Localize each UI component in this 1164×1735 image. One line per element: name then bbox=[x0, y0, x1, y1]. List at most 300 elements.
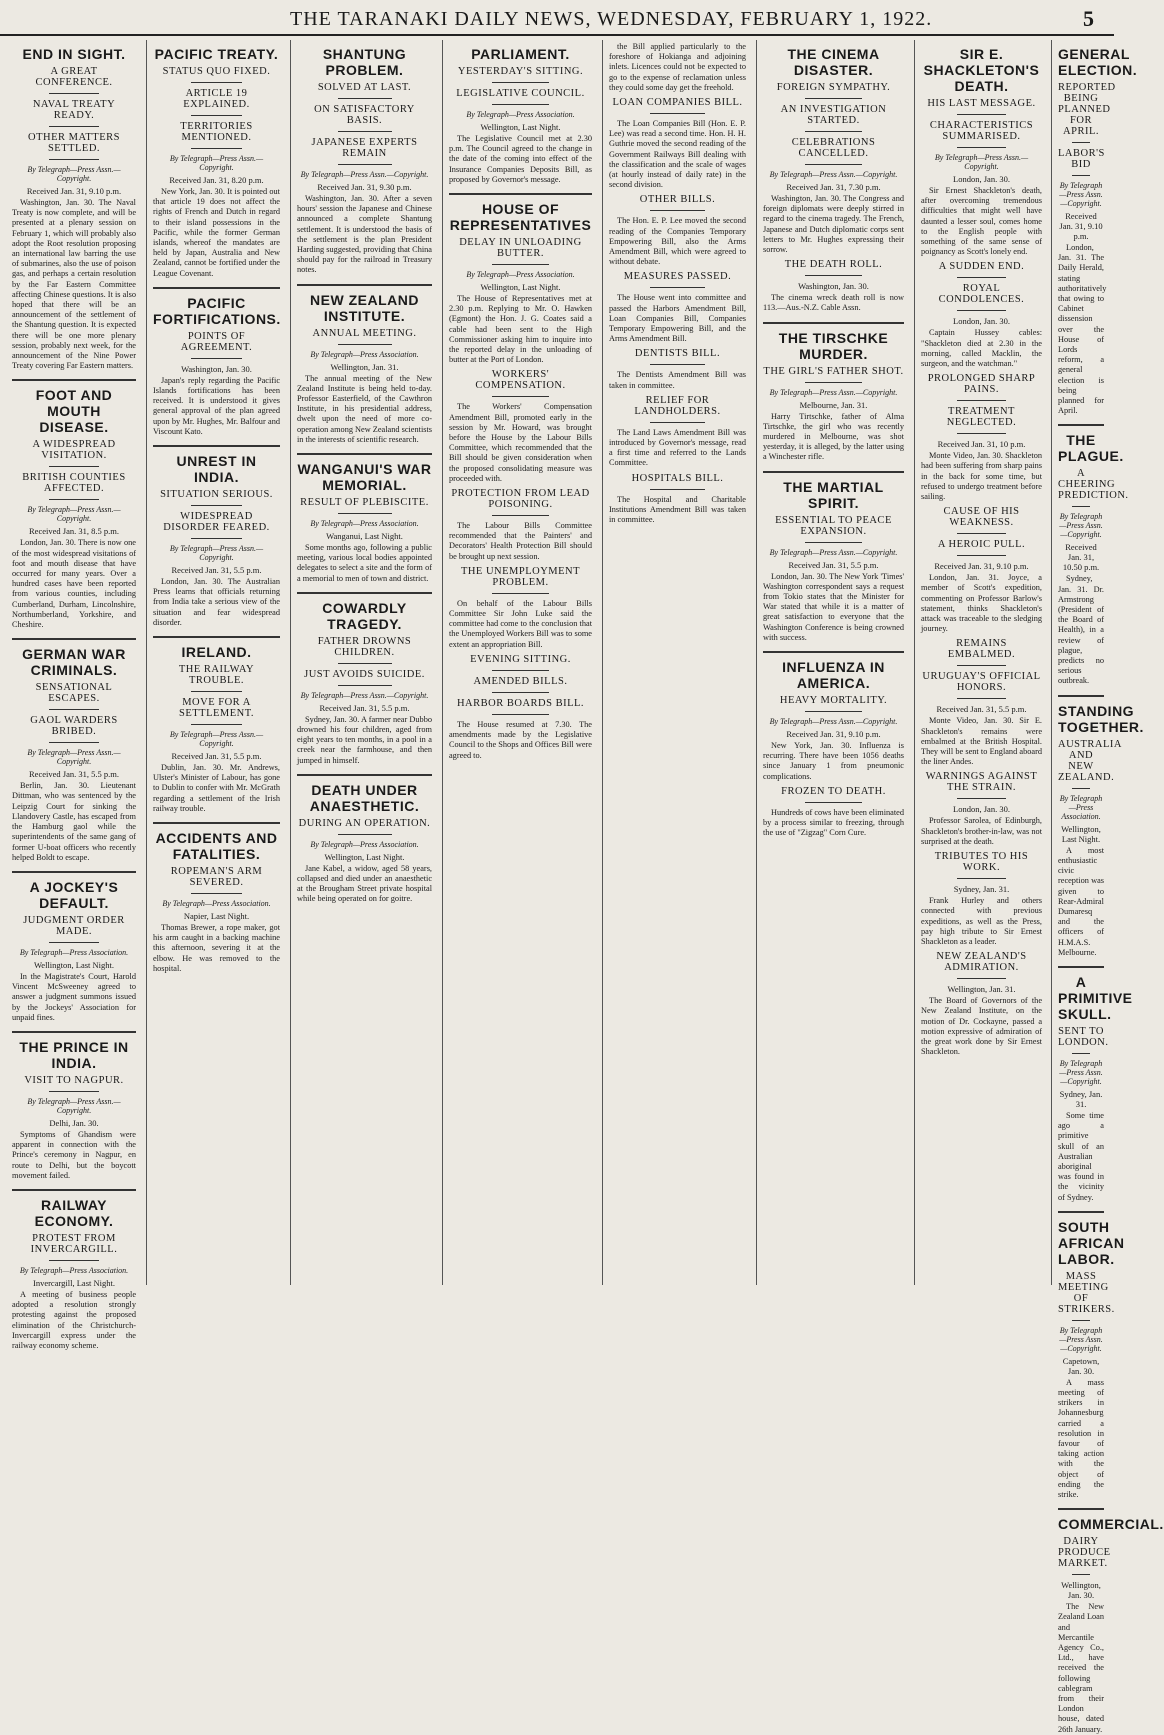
subheading-rule bbox=[1072, 1320, 1090, 1321]
article-subheading: THE DEATH ROLL. bbox=[784, 259, 883, 271]
article-body: A most enthusiastic civic reception was given to Rear-Admiral Dumaresq and the officers of H.M.A.S. Melbourne. bbox=[1058, 845, 1104, 957]
article-dateline: Capetown, Jan. 30. bbox=[1062, 1355, 1100, 1376]
article-dateline: Received Jan. 31, 9.10 p.m. bbox=[934, 561, 1029, 572]
article bbox=[609, 42, 746, 93]
subheading-rule bbox=[49, 159, 99, 160]
article-body: The Workers' Compensation Amendment Bill, promoted early in the session by Mr. Howard, was brought before the House by the Labour Bills Committee, which recommended that the Bill should be given consideration when the proposed consolidating measure was proceeded with. bbox=[449, 402, 592, 483]
article-dateline: Received Jan. 31, 5.5 p.m. bbox=[936, 704, 1027, 715]
subheading-rule bbox=[1072, 1574, 1090, 1575]
article-headline: PACIFIC TREATY. bbox=[154, 46, 279, 62]
subheading-rule bbox=[1072, 1053, 1090, 1054]
article-body: Some time ago a primitive skull of an Australian aboriginal was found in the vicinity of Sydney. bbox=[1058, 1110, 1104, 1202]
subheading-rule bbox=[957, 878, 1005, 879]
article-subheading: RELIEF FOR LANDHOLDERS. bbox=[634, 394, 721, 417]
article-body: A mass meeting of strikers in Johannesburg carried a resolution in favour of taking action with the object of ending the strike. bbox=[1058, 1377, 1104, 1499]
subheading-rule bbox=[338, 131, 392, 132]
article-separator bbox=[12, 1189, 136, 1191]
article-body: The Legislative Council met at 2.30 p.m. The Council agreed to the change in the date of the coming into effect of the Insurance Companies Deposits Bill, as proposed by Governor's message. bbox=[449, 134, 592, 184]
subheading-rule bbox=[650, 287, 705, 288]
article-byline: By Telegraph—Press Assn.—Copyright. bbox=[169, 730, 264, 749]
column bbox=[602, 40, 752, 1285]
article-subheading: A HEROIC PULL. bbox=[937, 539, 1026, 551]
article-subheading: ANNUAL MEETING. bbox=[312, 327, 417, 339]
column bbox=[756, 40, 910, 1285]
article-dateline: Received Jan. 31, 5.5 p.m. bbox=[171, 565, 262, 576]
subheading-rule bbox=[49, 1091, 99, 1092]
article-separator bbox=[153, 822, 280, 824]
article-subheading: ROPEMAN'S ARM SEVERED. bbox=[170, 866, 263, 889]
article-subheading: THE GIRL'S FATHER SHOT. bbox=[763, 365, 904, 377]
subheading-rule bbox=[338, 834, 392, 835]
subheading-rule bbox=[191, 115, 242, 116]
article bbox=[297, 46, 432, 276]
article-body: A meeting of business people adopted a resolution strongly protesting against the proposed elimination of the Christchurch-Invercargill express under the railway economy scheme. bbox=[12, 1289, 136, 1350]
article-subheading: FATHER DROWNS CHILDREN. bbox=[317, 635, 412, 658]
subheading-rule bbox=[191, 893, 242, 894]
subheading-rule bbox=[957, 400, 1005, 401]
subheading-rule bbox=[191, 358, 242, 359]
article-subheading: NAVAL TREATY READY. bbox=[32, 99, 116, 121]
article-body: The Labour Bills Committee recommended that the Painters' and Decorators' Health Protection Bill should be brought up next session. bbox=[449, 521, 592, 561]
article-body: Japan's reply regarding the Pacific Islands fortifications has been received. It is understood it gives general approval of the plan agreed upon by Mr. Hughes, Mr. Balfour and Viscount Kato. bbox=[153, 375, 280, 436]
article-headline: NEW ZEALAND INSTITUTE. bbox=[310, 291, 419, 324]
article-separator bbox=[763, 651, 904, 653]
article bbox=[449, 566, 592, 650]
article-byline: By Telegraph—Press Association. bbox=[19, 1265, 129, 1275]
article-body: New York, Jan. 30. It is pointed out that article 19 does not affect the rights of French and Dutch in regard to their island possessions in the Pacific, while the former German islands, whereof the mandates are held by Japan, Australia and New Zealand, cannot be fortified under the League Covenant. bbox=[153, 187, 280, 278]
article-dateline: Melbourne, Jan. 31. bbox=[799, 399, 868, 410]
article-subheading: A SUDDEN END. bbox=[938, 261, 1025, 273]
article-headline: PARLIAMENT. bbox=[471, 46, 570, 62]
article-body: Washington, Jan. 30. After a seven hours' session the Japanese and Chinese announced a complete Shantung settlement. It is understood the basis of the settlement is the plan President Harding suggested, providing that China should pay for the railroad in Treasury notes. bbox=[297, 194, 432, 275]
article-dateline: Received Jan. 31, 8.5 p.m. bbox=[29, 526, 119, 537]
article-dateline: London, Jan. 30. bbox=[953, 804, 1010, 815]
article-body: Sydney, Jan. 30. A farmer near Dubbo drowned his four children, aged from eight years to ten months, in a pool in a creek near the farmhouse, and then jumped in himself. bbox=[297, 714, 432, 765]
article-body: Hundreds of cows have been eliminated by a process similar to freezing, through the use of "Zigzag" Corn Cure. bbox=[763, 807, 904, 838]
article-byline: By Telegraph—Press Association. bbox=[19, 947, 129, 957]
subheading-rule bbox=[49, 1260, 99, 1261]
article-headline: GENERAL ELECTION. bbox=[1058, 46, 1138, 78]
subheading-rule bbox=[650, 364, 705, 365]
article-headline: STANDING TOGETHER. bbox=[1058, 702, 1144, 735]
article-byline: By Telegraph—Press Association. bbox=[466, 110, 575, 119]
article-headline: SOUTH AFRICAN LABOR. bbox=[1058, 1218, 1125, 1267]
subheading-rule bbox=[338, 98, 392, 99]
article-body: The House went into committee and passed the Harbors Amendment Bill, Loan Companies Bill, Companies Temporary Empowering Bill, and the Arms Amendment Bill. bbox=[609, 293, 746, 344]
article-body: Professor Sarolea, of Edinburgh, Shackleton's brother-in-law, was not surprised at the death. bbox=[921, 816, 1042, 846]
subheading-rule bbox=[49, 709, 99, 710]
subheading-rule bbox=[957, 698, 1005, 699]
subheading-rule bbox=[492, 104, 549, 105]
subheading-rule bbox=[492, 264, 549, 265]
subheading-rule bbox=[1072, 788, 1090, 789]
article-body: Dublin, Jan. 30. Mr. Andrews, Ulster's Minister of Labour, has gone to Dublin to confer with Mr. McGrath regarding a settlement of the Irish railway trouble. bbox=[153, 763, 280, 813]
article-dateline: Received Jan. 31, 5.5 p.m. bbox=[319, 702, 410, 713]
column bbox=[914, 40, 1048, 1285]
subheading-rule bbox=[650, 489, 705, 490]
article-dateline: Napier, Last Night. bbox=[183, 911, 250, 922]
subheading-rule bbox=[650, 210, 705, 211]
article-body: In the Magistrate's Court, Harold Vincent McSweeney agreed to answer a judgment summons issued by the Jockeys' Association for unpaid fines. bbox=[12, 971, 136, 1022]
article-byline: By Telegraph—Press Assn.—Copyright. bbox=[1059, 1058, 1103, 1086]
article-subheading: NEW ZEALAND'S ADMIRATION. bbox=[936, 951, 1027, 974]
subheading-rule bbox=[957, 277, 1005, 278]
article-body: The House resumed at 7.30. The amendments made by the Legislative Council to the Shops and Offices Bill were agreed to. bbox=[449, 719, 592, 760]
article-body: Thomas Brewer, a rope maker, got his arm caught in a backing machine this afternoon, severing it at the elbow. He was removed to the hospital. bbox=[153, 923, 280, 973]
subheading-rule bbox=[1072, 142, 1090, 143]
article-subheading: OTHER BILLS. bbox=[639, 194, 716, 206]
article-subheading: BRITISH COUNTIES AFFECTED. bbox=[22, 472, 126, 495]
article-subheading: AN INVESTIGATION STARTED. bbox=[780, 104, 887, 126]
article-subheading: ARTICLE 19 EXPLAINED. bbox=[183, 88, 250, 110]
subheading-rule bbox=[191, 505, 242, 506]
article bbox=[763, 259, 904, 313]
article bbox=[1058, 424, 1129, 686]
column bbox=[6, 40, 142, 1350]
subheading-rule bbox=[957, 978, 1005, 979]
subheading-rule bbox=[805, 711, 861, 712]
article-byline: By Telegraph—Press Assn.—Copyright. bbox=[27, 1096, 121, 1115]
article bbox=[12, 379, 136, 630]
article-body: Jane Kabel, a widow, aged 58 years, collapsed and died under an anaesthetic at the Brougham Street private hospital while being operated on for goitre. bbox=[297, 863, 432, 904]
article-subheading: MOVE FOR A SETTLEMENT. bbox=[178, 697, 254, 720]
article-subheading: SENSATIONAL ESCAPES. bbox=[35, 682, 113, 705]
article-subheading: DAIRY PRODUCE MARKET. bbox=[1058, 1536, 1111, 1570]
article-subheading: AMENDED BILLS. bbox=[473, 675, 568, 687]
article-subheading: AUSTRALIA AND NEW ZEALAND. bbox=[1058, 738, 1122, 783]
article-headline: THE CINEMA DISASTER. bbox=[787, 46, 880, 78]
article-subheading: CELEBRATIONS CANCELLED. bbox=[791, 137, 876, 159]
subheading-rule bbox=[338, 663, 392, 664]
article-separator bbox=[12, 379, 136, 381]
subheading-rule bbox=[492, 396, 549, 397]
article-subheading: VISIT TO NAGPUR. bbox=[24, 1074, 124, 1086]
article-subheading: EVENING SITTING. bbox=[470, 653, 571, 665]
article-separator bbox=[1058, 695, 1104, 697]
subheading-rule bbox=[957, 433, 1005, 434]
subheading-rule bbox=[650, 113, 705, 114]
article bbox=[921, 851, 1042, 947]
article-subheading: TERRITORIES MENTIONED. bbox=[180, 121, 253, 143]
article-separator bbox=[449, 193, 592, 195]
article-subheading: THE UNEMPLOYMENT PROBLEM. bbox=[460, 565, 581, 588]
article-body: Monte Video, Jan. 30. Shackleton had been suffering from sharp pains in the back for some time, but refused to undergo treatment before sailing. bbox=[921, 451, 1042, 502]
article bbox=[921, 46, 1042, 257]
article bbox=[449, 369, 592, 484]
article bbox=[1058, 695, 1144, 958]
article-dateline: Sydney, Jan. 31. bbox=[953, 884, 1010, 895]
article-byline: By Telegraph—Press Association. bbox=[1059, 793, 1103, 821]
article-body: On behalf of the Labour Bills Committee Sir John Luke said the committee had come to the conclusion that the Unemployed Workers Bill was to some extent an appropriation Bill. bbox=[449, 598, 592, 649]
article bbox=[609, 97, 746, 190]
article-subheading: REMAINS EMBALMED. bbox=[947, 638, 1016, 661]
article bbox=[297, 592, 432, 766]
article-body: London, Jan. 30. There is now one of the most widespread visitations of foot and mouth disease that have occurred for many years. Over a hundred cases have been reported from various counties, including Cumberland, Durham, Lincolnshire, Northumberland, Yorkshire, and Cheshire. bbox=[12, 538, 136, 630]
article-byline: By Telegraph—Press Association. bbox=[310, 519, 419, 529]
article-subheading: GAOL WARDERS BRIBED. bbox=[30, 715, 118, 738]
article-headline: FOOT AND MOUTH DISEASE. bbox=[35, 387, 113, 436]
article-subheading: JUDGMENT ORDER MADE. bbox=[23, 914, 125, 937]
subheading-rule bbox=[650, 422, 705, 423]
article-body: London, Jan. 30. The Australian Press learns that officials returning from India take a serious view of the situation and fear widespread disorder. bbox=[153, 577, 280, 627]
article-separator bbox=[153, 636, 280, 638]
article bbox=[921, 771, 1042, 847]
article bbox=[763, 786, 904, 839]
article-subheading: WIDESPREAD DISORDER FEARED. bbox=[163, 511, 270, 534]
article-subheading: URUGUAY'S OFFICIAL HONORS. bbox=[922, 671, 1041, 694]
subheading-rule bbox=[957, 555, 1005, 556]
article-dateline: Washington, Jan. 30. bbox=[181, 363, 252, 374]
article-byline: By Telegraph—Press Association. bbox=[162, 899, 271, 909]
article bbox=[609, 271, 746, 344]
article-dateline: London, Jan. 30. bbox=[953, 316, 1010, 327]
article-subheading: A WIDESPREAD VISITATION. bbox=[32, 439, 116, 462]
article-subheading: FOREIGN SYMPATHY. bbox=[776, 82, 891, 93]
subheading-rule bbox=[957, 798, 1005, 799]
article-body: The Loan Companies Bill (Hon. E. P. Lee) was read a second time. Hon. H. H. Guthrie moved the second reading of the Government Railways Bill dealing with the classification and the scale of wages (at hourly instead of daily rate) in the second division. bbox=[609, 119, 746, 190]
article-subheading: TREATMENT NEGLECTED. bbox=[946, 406, 1017, 429]
article-separator bbox=[153, 445, 280, 447]
article-headline: END IN SIGHT. bbox=[22, 46, 126, 62]
article-byline: By Telegraph—Press Assn.—Copyright. bbox=[300, 170, 429, 179]
article-body: The Dentists Amendment Bill was taken in committee. bbox=[609, 370, 746, 390]
article-byline: By Telegraph—Press Assn.—Copyright. bbox=[769, 387, 898, 397]
article-separator bbox=[1058, 1508, 1104, 1510]
article-body: London, Jan. 31. Joyce, a member of Scott's expedition, commenting on Professor Barlow's statement, thinks Shackleton's attack was traceable to the sledging journey. bbox=[921, 573, 1042, 634]
column bbox=[1051, 40, 1164, 1734]
article-dateline: Received Jan. 31, 9.10 p.m. bbox=[786, 729, 881, 740]
article-subheading: A GREAT CONFERENCE. bbox=[35, 66, 113, 88]
subheading-rule bbox=[49, 126, 99, 127]
article-body: The Hospital and Charitable Institutions Amendment Bill was taken in committee. bbox=[609, 494, 746, 525]
article-body: The New Zealand Loan and Mercantile Agency Co., Ltd., have received the following cablegram from their London house, dated 26th January. bbox=[1058, 1602, 1104, 1734]
column bbox=[290, 40, 438, 1285]
article-headline: HOUSE OF REPRESENTATIVES bbox=[449, 201, 592, 234]
masthead-title: THE TARANAKI DAILY NEWS, WEDNESDAY, FEBRUARY 1, 1922. bbox=[290, 8, 933, 30]
article-dateline: Wellington, Last Night. bbox=[324, 851, 405, 862]
article-body: The Land Laws Amendment Bill was introduced by Governor's message, read a first time and referred to the Lands Committee. bbox=[609, 427, 746, 468]
article bbox=[1058, 1508, 1164, 1735]
article-dateline: Wellington, Last Night. bbox=[480, 122, 561, 132]
article-byline: By Telegraph—Press Association. bbox=[466, 270, 575, 280]
article-dateline: Wellington, Jan. 30. bbox=[1061, 1580, 1101, 1601]
article-byline: By Telegraph—Press Assn.—Copyright. bbox=[27, 748, 121, 767]
article-dateline: Wellington, Jan. 31. bbox=[330, 361, 399, 372]
article-separator bbox=[12, 871, 136, 873]
article-separator bbox=[297, 774, 432, 776]
subheading-rule bbox=[957, 147, 1005, 148]
article bbox=[1058, 1211, 1125, 1500]
subheading-rule bbox=[338, 344, 392, 345]
subheading-rule bbox=[49, 942, 99, 943]
subheading-rule bbox=[49, 93, 99, 94]
article bbox=[12, 46, 136, 371]
article-separator bbox=[297, 453, 432, 455]
article-subheading: MASS MEETING OF STRIKERS. bbox=[1058, 1270, 1115, 1315]
article-dateline: Wellington, Last Night. bbox=[1061, 823, 1101, 844]
article bbox=[763, 471, 904, 643]
subheading-rule bbox=[338, 685, 392, 686]
article-subheading: CAUSE OF HIS WEAKNESS. bbox=[943, 506, 1020, 529]
article-body: Frank Hurley and others connected with previous expeditions, as well as the Press, pay high tribute to Sir Ernest Shackleton as a leader. bbox=[921, 896, 1042, 946]
article-headline: THE MARTIAL SPIRIT. bbox=[783, 478, 884, 511]
article-headline: PACIFIC FORTIFICATIONS. bbox=[153, 294, 281, 327]
article-dateline: Wellington, Jan. 31. bbox=[947, 984, 1016, 995]
article bbox=[297, 774, 432, 905]
article-separator bbox=[297, 592, 432, 594]
article-byline: By Telegraph—Press Assn.—Copyright. bbox=[27, 505, 121, 524]
subheading-rule bbox=[805, 98, 861, 99]
article bbox=[763, 322, 904, 463]
article-subheading: WARNINGS AGAINST THE STRAIN. bbox=[925, 771, 1038, 794]
article-subheading: SENT TO LONDON. bbox=[1058, 1025, 1109, 1048]
article-subheading: WORKERS' COMPENSATION. bbox=[475, 369, 566, 392]
subheading-rule bbox=[49, 742, 99, 743]
page-number: 5 bbox=[1083, 6, 1094, 31]
article-headline: THE TIRSCHKE MURDER. bbox=[778, 329, 889, 362]
article-body: Monte Video, Jan. 30. Sir E. Shackleton's remains were embalmed at the British Hospital. They will be sent to England aboard the liner Andes. bbox=[921, 716, 1042, 767]
article bbox=[153, 287, 280, 437]
article-byline: By Telegraph—Press Assn.—Copyright. bbox=[769, 170, 898, 179]
article bbox=[153, 46, 280, 279]
article-separator bbox=[1058, 424, 1104, 426]
article-body: Captain Hussey cables: "Shackleton died at 2.30 in the morning, called Macklin, the surgeon, and the watchman." bbox=[921, 328, 1042, 369]
article-dateline: Wellington, Last Night. bbox=[480, 282, 561, 293]
article-byline: By Telegraph—Press Assn.—Copyright. bbox=[1059, 512, 1103, 540]
subheading-rule bbox=[492, 82, 549, 83]
article bbox=[153, 822, 280, 974]
article-subheading: HEAVY MORTALITY. bbox=[779, 695, 888, 707]
article-body: Washington, Jan. 30. The Congress and foreign diplomats were deeply stirred in regard to the cinema tragedy. The French, Japanese and Dutch diplomatic corps sent letters to Mr. Hughes expressing their sorrow. bbox=[763, 194, 904, 255]
subheading-rule bbox=[1072, 175, 1090, 176]
article-subheading: JUST AVOIDS SUICIDE. bbox=[304, 668, 425, 680]
article-subheading: PROLONGED SHARP PAINS. bbox=[927, 373, 1036, 396]
subheading-rule bbox=[191, 691, 242, 692]
article-body: London, Jan. 30. The New York 'Times' Washington correspondent says a request from Tokio states that the Minister for War stated that while it is a matter of great satisfaction to everyone that the Washington Conference is being crowned with success. bbox=[763, 571, 904, 642]
article-subheading: DENTISTS BILL. bbox=[634, 348, 721, 360]
article bbox=[297, 453, 432, 584]
article-byline: By Telegraph—Press Assn.—Copyright. bbox=[769, 717, 898, 727]
article bbox=[921, 373, 1042, 502]
subheading-rule bbox=[805, 131, 861, 132]
article-body: Berlin, Jan. 30. Lieutenant Dittman, who was sentenced by the Leipzig Court for sinking the Llandovery Castle, has escaped from the Hamburg gaol while the superintendents of the same gang of former U-boat officers who recently helped Boldt to escape. bbox=[12, 781, 136, 862]
article-separator bbox=[297, 284, 432, 286]
column bbox=[146, 40, 286, 1285]
article bbox=[12, 1031, 136, 1181]
subheading-rule bbox=[805, 275, 861, 276]
article bbox=[153, 636, 280, 814]
article-headline: GERMAN WAR CRIMINALS. bbox=[22, 646, 126, 679]
subheading-rule bbox=[1072, 506, 1090, 507]
masthead bbox=[0, 4, 1114, 36]
article-subheading: ROYAL CONDOLENCES. bbox=[938, 283, 1025, 306]
article-headline: UNREST IN INDIA. bbox=[176, 453, 257, 486]
article bbox=[609, 194, 746, 267]
article bbox=[609, 395, 746, 469]
subheading-rule bbox=[492, 714, 549, 715]
article-dateline: London, Jan. 30. bbox=[953, 174, 1010, 184]
article-headline: IRELAND. bbox=[181, 644, 252, 661]
article-body: Harry Tirtschke, father of Alma Tirtschke, the girl who was recently murdered in Melbourne, was shot yesterday, it is alleged, by the latter using a Winchester rifle. bbox=[763, 411, 904, 462]
article-subheading: ON SATISFACTORY BASIS. bbox=[314, 104, 415, 126]
article bbox=[921, 951, 1042, 1057]
article-dateline: Received Jan. 31, 5.5 p.m. bbox=[788, 559, 879, 570]
article-dateline: Sydney, Jan. 31. bbox=[1059, 1088, 1103, 1109]
article-dateline: Delhi, Jan. 30. bbox=[49, 1117, 99, 1128]
article-subheading: RESULT OF PLEBISCITE. bbox=[300, 497, 429, 509]
article-dateline: Received Jan. 31, 9.30 p.m. bbox=[317, 182, 412, 192]
article-dateline: Received Jan. 31, 10 p.m. bbox=[937, 439, 1026, 450]
article-body: The annual meeting of the New Zealand Institute is being held to-day. Professor Easterfield, of the Cawthron Institute, in his presidential address, dwelt upon the need of more co-operation among New Zealand scientists in the interests of scientific research. bbox=[297, 373, 433, 444]
article-byline: By Telegraph—Press Assn.—Copyright. bbox=[300, 690, 429, 700]
article-dateline: Received Jan. 31, 10.50 p.m. bbox=[1062, 542, 1100, 573]
article bbox=[449, 46, 592, 185]
article-body: Washington, Jan. 30. The Naval Treaty is now complete, and will be presented at a plenary session on February 1, which will probably also adopt the Root resolution proposing an international law barring the use of submarines, also the use of poison gas, and perhaps a certain resolution by the Far Eastern Committee affecting Chinese questions. It is also hoped that there will be an announcement of the settlement of the Shantung question. It is expected there will be one more plenary session, probably next week, for the announcement of the Nine Power Treaty covering Far Eastern matters. bbox=[12, 198, 136, 371]
article-subheading: MEASURES PASSED. bbox=[623, 271, 732, 283]
article-headline: DEATH UNDER ANAESTHETIC. bbox=[309, 781, 420, 814]
article bbox=[1058, 966, 1133, 1203]
subheading-rule bbox=[191, 148, 242, 149]
article-subheading: YESTERDAY'S SITTING. bbox=[457, 66, 584, 77]
subheading-rule bbox=[191, 82, 242, 83]
article-body: London, Jan. 31. The Daily Herald, stating authoritatively that owing to Cabinet dissension over the House of Lords reform, a general election is being planned for April. bbox=[1058, 243, 1107, 416]
article-dateline: Received Jan. 31, 7.30 p.m. bbox=[786, 182, 881, 192]
subheading-rule bbox=[957, 114, 1005, 115]
article-body: Some months ago, following a public meeting, various local bodies appointed delegates to select a site and the form of a memorial to men of town and district. bbox=[297, 543, 432, 583]
subheading-rule bbox=[805, 802, 861, 803]
article bbox=[609, 348, 746, 390]
article bbox=[12, 871, 136, 1023]
article-headline: SHANTUNG PROBLEM. bbox=[322, 46, 407, 78]
article-dateline: Wanganui, Last Night. bbox=[326, 531, 403, 542]
article-headline: WANGANUI'S WAR MEMORIAL. bbox=[297, 461, 432, 494]
article-separator bbox=[763, 471, 904, 473]
article-subheading: FROZEN TO DEATH. bbox=[781, 785, 886, 797]
article bbox=[921, 261, 1042, 369]
article-dateline: Received Jan. 31, 9.10 p.m. bbox=[26, 186, 122, 196]
subheading-rule bbox=[492, 593, 549, 594]
article-headline: COMMERCIAL. bbox=[1058, 1516, 1164, 1533]
article-subheading: PROTEST FROM INVERCARGILL. bbox=[30, 1232, 118, 1255]
subheading-rule bbox=[492, 670, 549, 671]
article-body: Symptoms of Ghandism were apparent in connection with the Prince's ceremony in Nagpur, en route to Delhi, but the boycott movement failed. bbox=[12, 1129, 136, 1180]
article-subheading: SOLVED AT LAST. bbox=[317, 82, 412, 93]
article-headline: A JOCKEY'S DEFAULT. bbox=[29, 878, 119, 911]
article-headline: COWARDLY TRAGEDY. bbox=[322, 599, 407, 632]
article-subheading: A CHEERING PREDICTION. bbox=[1058, 468, 1129, 502]
article-subheading: SITUATION SERIOUS. bbox=[160, 489, 273, 501]
subheading-rule bbox=[338, 513, 392, 514]
article-dateline: Invercargill, Last Night. bbox=[33, 1277, 115, 1288]
article-byline: By Telegraph—Press Assn.—Copyright. bbox=[1059, 1325, 1103, 1353]
article-subheading: CHARACTERISTICS SUMMARISED. bbox=[929, 120, 1034, 142]
article-body: Sir Ernest Shackleton's death, after overcoming tremendous difficulties that might well have daunted a lesser soul, comes home to the English people with something of the same sense of poignancy as Scott's lonely end. bbox=[921, 186, 1042, 257]
article bbox=[921, 638, 1042, 767]
article-separator bbox=[12, 1031, 136, 1033]
article-headline: SIR E. SHACKLETON'S DEATH. bbox=[923, 46, 1040, 94]
subheading-rule bbox=[191, 538, 242, 539]
article-subheading: DURING AN OPERATION. bbox=[298, 817, 431, 829]
article-subheading: THE RAILWAY TROUBLE. bbox=[178, 664, 255, 687]
article-subheading: LOAN COMPANIES BILL. bbox=[612, 97, 743, 109]
article-body: The cinema wreck death roll is now 113.—Aus.-N.Z. Cable Assn. bbox=[763, 293, 904, 313]
article-separator bbox=[763, 322, 904, 324]
article-byline: By Telegraph—Press Assn.—Copyright. bbox=[1059, 181, 1103, 208]
subheading-rule bbox=[191, 724, 242, 725]
article-body: New York, Jan. 30. Influenza is recurring. There have been 1056 deaths since January 1 from pneumonic complications. bbox=[763, 741, 904, 781]
article-separator bbox=[1058, 1211, 1104, 1213]
article-subheading: STATUS QUO FIXED. bbox=[162, 66, 271, 77]
